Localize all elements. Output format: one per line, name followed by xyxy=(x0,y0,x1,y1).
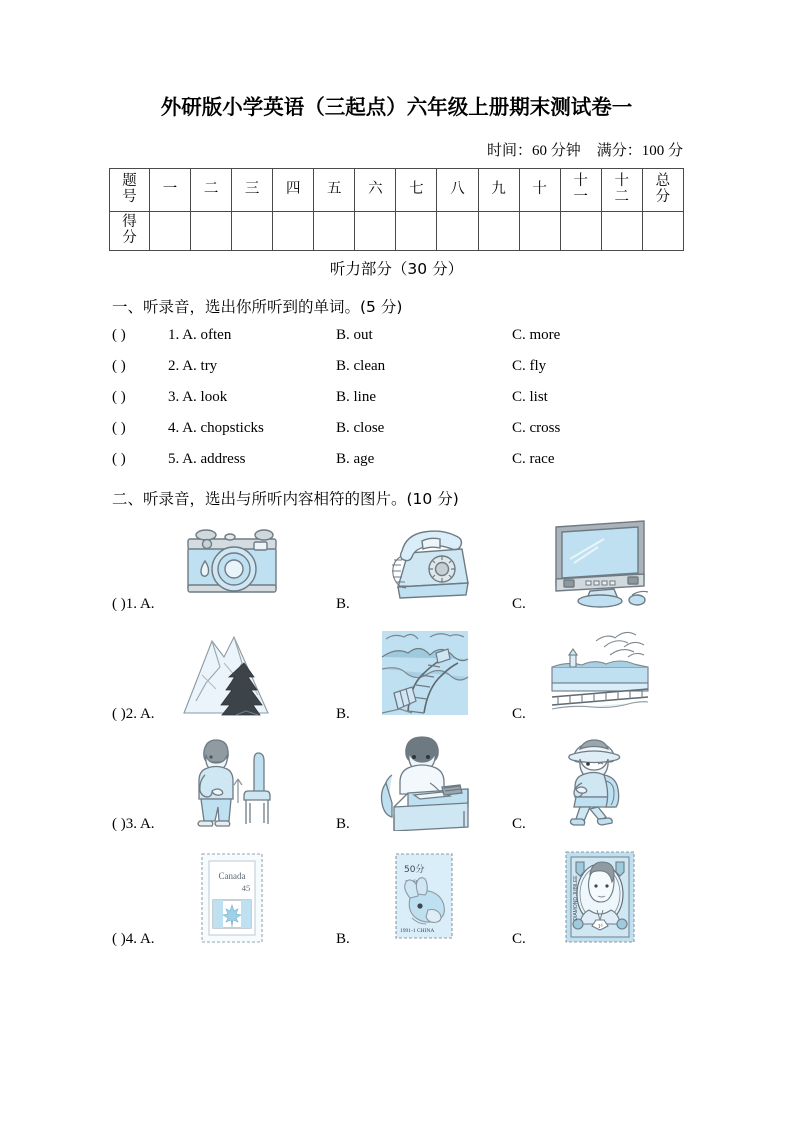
score-cell[interactable] xyxy=(478,212,519,251)
student-at-desk-icon[interactable] xyxy=(364,733,484,831)
answer-bracket[interactable]: ( ) xyxy=(112,358,126,374)
cell-q2: 二 xyxy=(191,169,232,212)
cell-q8: 八 xyxy=(437,169,478,212)
option-b[interactable]: B. clean xyxy=(336,358,386,374)
option-c[interactable]: C. more xyxy=(512,327,561,343)
camera-icon[interactable] xyxy=(172,513,292,611)
answer-bracket[interactable]: ( )2. A. xyxy=(112,706,155,722)
listening-section-title: 听力部分（30 分） xyxy=(329,260,464,278)
china-stamp-value: 50分 xyxy=(404,865,425,875)
option-b[interactable]: B. age xyxy=(336,451,375,467)
score-cell[interactable] xyxy=(560,212,601,251)
option-c-label[interactable]: C. xyxy=(512,596,526,612)
option-c[interactable]: C. race xyxy=(512,451,555,467)
score-cell[interactable] xyxy=(273,212,314,251)
cell-q3: 三 xyxy=(232,169,273,212)
option-a[interactable]: 5. A. address xyxy=(168,451,246,467)
score-cell[interactable] xyxy=(396,212,437,251)
option-c[interactable]: C. cross xyxy=(512,420,561,436)
option-b[interactable]: B. close xyxy=(336,420,385,436)
cell-q7: 七 xyxy=(396,169,437,212)
girl-walking-backpack-icon[interactable] xyxy=(540,733,660,831)
score-cell[interactable] xyxy=(642,212,683,251)
option-c-label[interactable]: C. xyxy=(512,706,526,722)
question-2-item-4 xyxy=(112,840,697,950)
answer-bracket[interactable]: ( )4. A. xyxy=(112,931,155,947)
canada-stamp-value: 45 xyxy=(241,883,251,893)
answer-bracket[interactable]: ( ) xyxy=(112,327,126,343)
row-label-question-number: 题 号 xyxy=(110,169,150,212)
boy-standing-chair-icon[interactable] xyxy=(172,733,292,831)
score-table xyxy=(109,168,684,251)
question-1-heading: 一、听录音，选出你所听到的单词。(5 分) xyxy=(112,298,403,316)
option-c-label[interactable]: C. xyxy=(512,931,526,947)
total-score-label: 满分：100 分 xyxy=(596,143,683,159)
score-cell[interactable] xyxy=(601,212,642,251)
cell-q4: 四 xyxy=(273,169,314,212)
cell-q10: 十 xyxy=(519,169,560,212)
option-c[interactable]: C. list xyxy=(512,389,548,405)
time-label: 时间：60 分钟 xyxy=(486,143,581,159)
option-c[interactable]: C. fly xyxy=(512,358,547,374)
question-2-heading: 二、听录音，选出与所听内容相符的图片。(10 分) xyxy=(112,490,459,508)
canada-stamp-icon[interactable] xyxy=(172,848,292,946)
question-1-item-1 xyxy=(112,327,692,348)
option-b-label[interactable]: B. xyxy=(336,596,350,612)
table-row-question-numbers xyxy=(110,169,684,212)
score-cell[interactable] xyxy=(150,212,191,251)
cell-total: 总 分 xyxy=(642,169,683,212)
question-2-item-1 xyxy=(112,505,697,615)
cell-q12: 十 二 xyxy=(601,169,642,212)
score-cell[interactable] xyxy=(355,212,396,251)
canada-stamp-country: Canada xyxy=(218,871,246,881)
telephone-icon[interactable] xyxy=(364,513,484,611)
cell-q5: 五 xyxy=(314,169,355,212)
cell-q6: 六 xyxy=(355,169,396,212)
cell-q11: 十 一 xyxy=(560,169,601,212)
option-a[interactable]: 4. A. chopsticks xyxy=(168,420,264,436)
option-c-label[interactable]: C. xyxy=(512,816,526,832)
exam-meta xyxy=(0,139,683,160)
answer-bracket[interactable]: ( ) xyxy=(112,420,126,436)
mountain-pine-icon[interactable] xyxy=(172,623,292,721)
page-title: 外研版小学英语（三起点）六年级上册期末测试卷一 xyxy=(160,95,633,119)
question-1-item-2 xyxy=(112,358,692,379)
answer-bracket[interactable]: ( ) xyxy=(112,451,126,467)
answer-bracket[interactable]: ( ) xyxy=(112,389,126,405)
score-cell[interactable] xyxy=(314,212,355,251)
answer-bracket[interactable]: ( )1. A. xyxy=(112,596,155,612)
option-b-label[interactable]: B. xyxy=(336,816,350,832)
score-cell[interactable] xyxy=(191,212,232,251)
option-a[interactable]: 2. A. try xyxy=(168,358,218,374)
question-1-item-4 xyxy=(112,420,692,441)
table-row-scores xyxy=(110,212,684,251)
option-b-label[interactable]: B. xyxy=(336,706,350,722)
score-cell[interactable] xyxy=(437,212,478,251)
computer-monitor-icon[interactable] xyxy=(540,513,660,611)
option-b[interactable]: B. out xyxy=(336,327,373,343)
queen-stamp-value: 1ᵈ xyxy=(597,924,603,930)
cell-q9: 九 xyxy=(478,169,519,212)
great-wall-icon[interactable] xyxy=(364,623,484,721)
score-cell[interactable] xyxy=(232,212,273,251)
option-b-label[interactable]: B. xyxy=(336,931,350,947)
question-1-item-5 xyxy=(112,451,692,472)
cell-q1: 一 xyxy=(150,169,191,212)
option-b[interactable]: B. line xyxy=(336,389,376,405)
option-a[interactable]: 3. A. look xyxy=(168,389,228,405)
china-rabbit-stamp-icon[interactable] xyxy=(364,848,484,946)
row-label-score: 得 分 xyxy=(110,212,150,251)
score-cell[interactable] xyxy=(519,212,560,251)
china-stamp-issue: 1991-1 CHINA xyxy=(400,928,435,934)
lake-bridge-icon[interactable] xyxy=(540,623,660,721)
question-1-item-3 xyxy=(112,389,692,410)
queen-jubilee-stamp-icon[interactable] xyxy=(540,848,660,946)
question-2-item-2 xyxy=(112,615,697,725)
question-2-item-3 xyxy=(112,725,697,835)
option-a[interactable]: 1. A. often xyxy=(168,327,232,343)
answer-bracket[interactable]: ( )3. A. xyxy=(112,816,155,832)
queen-stamp-legend: DIAMOND JUBILEE xyxy=(573,875,579,921)
